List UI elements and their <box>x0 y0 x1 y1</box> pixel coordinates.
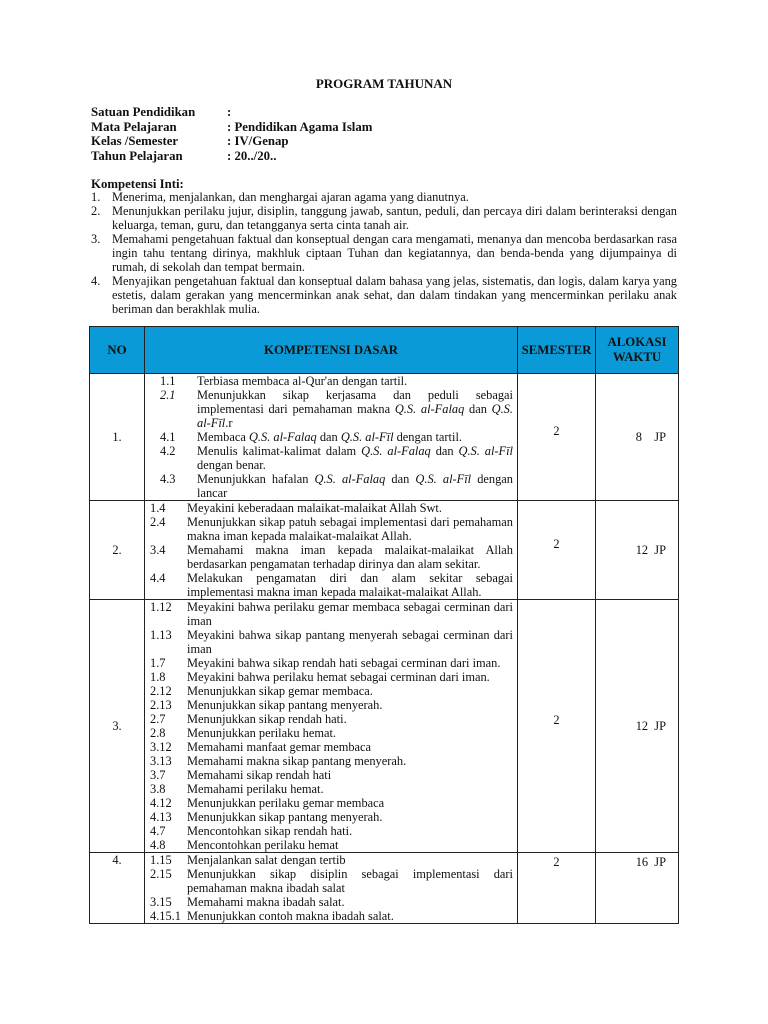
kd-item <box>150 472 513 500</box>
header-kompetensi-dasar: KOMPETENSI DASAR <box>145 327 518 374</box>
cell-alokasi-waktu: 16 JP <box>596 853 679 924</box>
kd-text: Meyakini bahwa perilaku gemar membaca sebagai cerminan dari iman <box>187 600 513 628</box>
kd-item <box>150 895 513 909</box>
kd-code: 1.12 <box>150 600 172 614</box>
kd-item <box>150 670 513 684</box>
document-title: PROGRAM TAHUNAN <box>315 76 453 91</box>
cell-alokasi-waktu: 8 JP <box>596 374 679 501</box>
list-item-text: Memahami pengetahuan faktual dan konseptual dengan cara mengamati, menanya dan mencoba berdasarkan rasa ingin tahu tentang dirinya, makhluk ciptaan Tuhan dan kegiatannya, dan benda-benda yang dijumpainya di rumah, di sekolah dan tempat bermain. <box>112 232 677 274</box>
kd-code: 1.13 <box>150 628 172 642</box>
kd-item <box>150 768 513 782</box>
kd-text: Menunjukkan hafalan Q.S. al-Falaq dan Q.S. al-Fīl dengan lancar <box>197 472 513 500</box>
kd-code: 2.12 <box>150 684 172 698</box>
kd-item <box>150 754 513 768</box>
identity-label: Mata Pelajaran <box>91 119 177 134</box>
kd-code: 3.15 <box>150 895 172 909</box>
kd-item <box>150 810 513 824</box>
kd-code: 4.7 <box>150 824 166 838</box>
table-body <box>90 374 679 924</box>
cell-no: 2. <box>90 501 145 600</box>
list-item <box>91 190 677 204</box>
cell-kompetensi-dasar <box>145 600 518 853</box>
kd-code: 3.13 <box>150 754 172 768</box>
identity-label: Satuan Pendidikan <box>91 105 196 119</box>
kd-item <box>150 515 513 543</box>
kd-text: Menunjukkan sikap pantang menyerah. <box>187 810 383 824</box>
kompetensi-inti-list <box>91 190 677 316</box>
cell-no: 3. <box>90 600 145 853</box>
kd-item <box>150 543 513 571</box>
kd-item <box>150 824 513 838</box>
table-header-row <box>90 327 679 374</box>
kd-code: 4.15.1 <box>150 909 181 923</box>
kd-text: Menunjukkan sikap kerjasama dan peduli sebagai implementasi dari pemahaman makna Q.S. al-Falaq dan Q.S. al-Fīl.r <box>197 388 513 430</box>
identity-row-kelas <box>91 134 372 149</box>
kd-text: Menunjukkan sikap gemar membaca. <box>187 684 373 698</box>
kd-text: Meyakini keberadaan malaikat-malaikat Allah Swt. <box>187 501 442 515</box>
kd-item <box>150 501 513 515</box>
kd-text: Menunjukkan sikap disiplin sebagai implementasi dari pemahaman makna ibadah salat <box>187 867 513 895</box>
kd-code: 2.7 <box>150 712 166 726</box>
kd-text: Mencontohkan sikap rendah hati. <box>187 824 353 838</box>
cell-semester: 2 <box>518 853 596 924</box>
kd-code: 2.13 <box>150 698 172 712</box>
table-row <box>90 600 679 853</box>
kd-code: 4.2 <box>160 444 176 458</box>
cell-no: 4. <box>90 853 145 924</box>
kd-code: 4.13 <box>150 810 172 824</box>
kd-item <box>150 388 513 430</box>
kd-text: Mencontohkan perilaku hemat <box>187 838 339 852</box>
kd-text: Memahami sikap rendah hati <box>187 768 332 782</box>
kd-item <box>150 712 513 726</box>
header-alokasi-waktu: ALOKASI WAKTU <box>596 327 679 374</box>
list-item <box>91 204 677 232</box>
kd-item <box>150 628 513 656</box>
identity-label: Tahun Pelajaran <box>91 148 183 163</box>
kd-item <box>150 796 513 810</box>
kd-text: Memahami makna ibadah salat. <box>187 895 345 909</box>
cell-kompetensi-dasar <box>145 853 518 924</box>
kd-code: 1.8 <box>150 670 166 684</box>
kd-text: Memahami perilaku hemat. <box>187 782 324 796</box>
kd-item <box>150 444 513 472</box>
kd-item <box>150 867 513 895</box>
kd-text: Menunjukkan sikap rendah hati. <box>187 712 347 726</box>
kd-text: Menulis kalimat-kalimat dalam Q.S. al-Falaq dan Q.S. al-Fīl dengan benar. <box>197 444 513 472</box>
identity-value: : <box>227 105 232 119</box>
kd-item <box>150 656 513 670</box>
list-item-number: 2. <box>91 204 101 218</box>
kd-text: Menunjukkan perilaku hemat. <box>187 726 336 740</box>
kd-code: 4.1 <box>160 430 176 444</box>
kd-code: 3.4 <box>150 543 166 557</box>
kd-code: 4.3 <box>160 472 176 486</box>
kompetensi-dasar-table <box>89 326 679 924</box>
kd-text: Menjalankan salat dengan tertib <box>187 853 346 867</box>
kd-code: 2.4 <box>150 515 166 529</box>
cell-kompetensi-dasar <box>145 374 518 501</box>
kd-code: 3.8 <box>150 782 166 796</box>
table-row <box>90 501 679 600</box>
kd-item <box>150 726 513 740</box>
header-semester: SEMESTER <box>518 327 596 374</box>
list-item-text: Menyajikan pengetahuan faktual dan konseptual dalam bahasa yang jelas, sistematis, dan logis, dalam karya yang estetis, dalam gerakan yang mencerminkan anak sehat, dan dalam tindakan yang mencerminkan perilaku anak beriman dan berakhlak mulia. <box>112 274 677 316</box>
list-item-number: 3. <box>91 232 101 246</box>
kd-code: 1.15 <box>150 853 172 867</box>
kd-code: 4.12 <box>150 796 172 810</box>
kd-text: Menunjukkan sikap pantang menyerah. <box>187 698 383 712</box>
kd-item <box>150 374 513 388</box>
kd-item <box>150 430 513 444</box>
list-item-number: 1. <box>91 190 101 204</box>
kd-item <box>150 740 513 754</box>
kd-text: Membaca Q.S. al-Falaq dan Q.S. al-Fīl dengan tartil. <box>197 430 462 444</box>
kd-code: 3.7 <box>150 768 166 782</box>
cell-semester: 2 <box>518 600 596 853</box>
list-item-text: Menerima, menjalankan, dan menghargai ajaran agama yang dianutnya. <box>112 190 469 204</box>
kd-code: 2.8 <box>150 726 166 740</box>
identity-block <box>91 105 372 163</box>
kd-text: Melakukan pengamatan diri dan alam sekitar sebagai implementasi makna iman kepada malaikat-malaikat Allah. <box>187 571 513 599</box>
kd-item <box>150 853 513 867</box>
cell-semester: 2 <box>518 374 596 501</box>
kd-text: Meyakini bahwa perilaku hemat sebagai cerminan dari iman. <box>187 670 490 684</box>
table-row <box>90 374 679 501</box>
identity-value: : IV/Genap <box>227 134 289 148</box>
kd-code: 2.1 <box>160 388 176 402</box>
kd-code: 1.7 <box>150 656 166 670</box>
kompetensi-inti-heading: Kompetensi Inti: <box>91 177 184 191</box>
header-no: NO <box>90 327 145 374</box>
kd-text: Menunjukkan contoh makna ibadah salat. <box>187 909 394 923</box>
kd-code: 1.1 <box>160 374 176 388</box>
kd-item <box>150 571 513 599</box>
cell-kompetensi-dasar <box>145 501 518 600</box>
kd-code: 3.12 <box>150 740 172 754</box>
kd-item <box>150 684 513 698</box>
kd-code: 1.4 <box>150 501 166 515</box>
list-item <box>91 232 677 274</box>
kd-item <box>150 782 513 796</box>
cell-semester: 2 <box>518 501 596 600</box>
kd-text: Meyakini bahwa sikap pantang menyerah sebagai cerminan dari iman <box>187 628 513 656</box>
list-item-number: 4. <box>91 274 101 288</box>
identity-value: : Pendidikan Agama Islam <box>227 119 373 134</box>
identity-value: : 20../20.. <box>227 148 277 163</box>
kd-item <box>150 909 513 923</box>
cell-alokasi-waktu: 12 JP <box>596 600 679 853</box>
table-row <box>90 853 679 924</box>
identity-row-mapel <box>91 120 372 135</box>
kd-item <box>150 838 513 852</box>
kd-code: 4.4 <box>150 571 166 585</box>
identity-row-satuan <box>91 105 372 120</box>
cell-alokasi-waktu: 12 JP <box>596 501 679 600</box>
kd-text: Memahami makna sikap pantang menyerah. <box>187 754 407 768</box>
list-item-text: Menunjukkan perilaku jujur, disiplin, tanggung jawab, santun, peduli, dan percaya diri dalam berinteraksi dengan keluarga, teman, guru, dan tetangganya serta cinta tanah air. <box>112 204 677 232</box>
list-item <box>91 274 677 316</box>
kd-text: Menunjukkan sikap patuh sebagai implementasi dari pemahaman makna iman kepada malaikat-malaikat Allah. <box>187 515 513 543</box>
kd-item <box>150 698 513 712</box>
kd-code: 2.15 <box>150 867 172 881</box>
identity-row-tahun <box>91 149 372 164</box>
cell-no: 1. <box>90 374 145 501</box>
kd-text: Menunjukkan perilaku gemar membaca <box>187 796 385 810</box>
kd-text: Memahami manfaat gemar membaca <box>187 740 372 754</box>
kd-code: 4.8 <box>150 838 166 852</box>
kd-item <box>150 600 513 628</box>
kd-text: Memahami makna iman kepada malaikat-malaikat Allah berdasarkan pengamatan terhadap dirinya dan alam sekitar. <box>187 543 513 571</box>
kd-text: Meyakini bahwa sikap rendah hati sebagai cerminan dari iman. <box>187 656 501 670</box>
kd-text: Terbiasa membaca al-Qur'an dengan tartil. <box>197 374 408 388</box>
identity-label: Kelas /Semester <box>91 134 179 148</box>
